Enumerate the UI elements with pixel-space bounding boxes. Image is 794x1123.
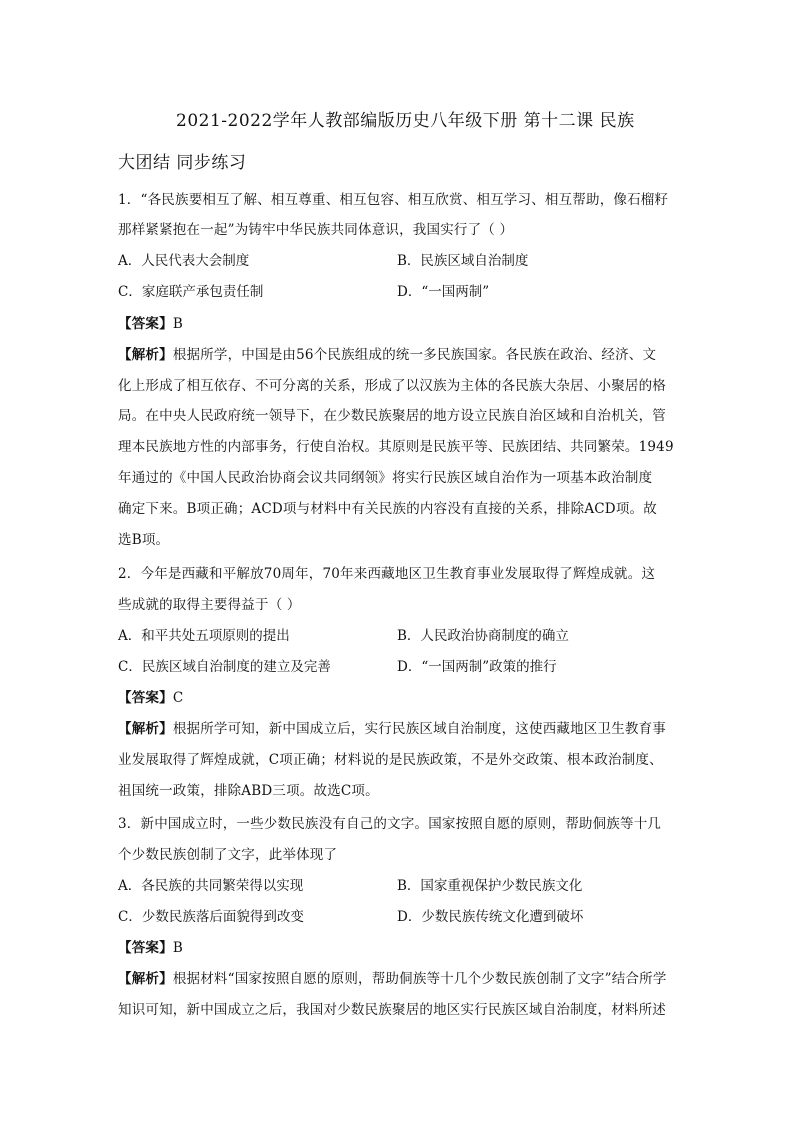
- analysis-text: 根据所学可知，新中国成立后，实行民族区域自治制度，这使西藏地区卫生教育事: [172, 721, 667, 737]
- question-1-option-a: A．人民代表大会制度: [118, 253, 250, 269]
- question-3-option-c: C．少数民族落后面貌得到改变: [118, 909, 304, 925]
- question-1-analysis-line3: 局。在中央人民政府统一领导下，在少数民族聚居的地方设立民族自治区域和自治机关，管: [118, 408, 666, 424]
- document-title-line1: 2021-2022学年人教部编版历史八年级下册 第十二课 民族: [176, 111, 635, 131]
- question-2-stem-line1: 2．今年是西藏和平解放70周年，70年来西藏地区卫生教育事业发展取得了辉煌成就。这: [118, 566, 656, 582]
- question-3-analysis-line2: 知识可知，新中国成立之后，我国对少数民族聚居的地区实行民族区域自治制度，材料所述: [118, 1002, 666, 1018]
- question-1-option-c: C．家庭联产承包责任制: [118, 284, 264, 300]
- answer-label: 【答案】: [118, 940, 173, 956]
- question-1-option-d: D．“一国两制”: [397, 284, 490, 300]
- question-3-stem-line1: 3．新中国成立时，一些少数民族没有自己的文字。国家按照自愿的原则，帮助侗族等十几: [118, 816, 662, 832]
- question-2-option-b: B．人民政治协商制度的确立: [397, 628, 569, 644]
- question-1-option-b: B．民族区域自治制度: [397, 253, 529, 269]
- question-2-stem-line2: 些成就的取得主要得益于（ ）: [118, 597, 301, 613]
- question-1-stem-line1: 1．“各民族要相互了解、相互尊重、相互包容、相互欣赏、相互学习、相互帮助，像石榴籽: [118, 192, 669, 208]
- answer-value: B: [172, 316, 183, 332]
- question-2-option-d: D．“一国两制”政策的推行: [397, 659, 557, 675]
- document-title-line2: 大团结 同步练习: [118, 153, 247, 173]
- answer-label: 【答案】: [118, 316, 173, 332]
- question-2-analysis-line3: 祖国统一政策，排除ABD三项。故选C项。: [118, 783, 379, 799]
- answer-value: B: [172, 940, 183, 956]
- analysis-text: 根据材料“国家按照自愿的原则，帮助侗族等十几个少数民族创制了文字”结合所学: [172, 971, 667, 987]
- question-1-analysis-line1: [118, 343, 656, 363]
- question-1-analysis-line6: 确定下来。B项正确；ACD项与材料中有关民族的内容没有直接的关系，排除ACD项。故: [118, 501, 657, 517]
- question-1-stem-line2: 那样紧紧抱在一起”为铸牢中华民族共同体意识，我国实行了（ ）: [118, 222, 514, 238]
- question-2-analysis-line1: [118, 717, 666, 737]
- question-3-stem-line2: 个少数民族创制了文字，此举体现了: [118, 847, 338, 863]
- question-2-answer: [118, 686, 183, 706]
- question-3-answer: [118, 936, 183, 956]
- analysis-label: 【解析】: [118, 347, 173, 363]
- question-3-option-b: B．国家重视保护少数民族文化: [397, 878, 583, 894]
- answer-label: 【答案】: [118, 690, 173, 706]
- question-1-analysis-line2: 化上形成了相互依存、不可分离的关系，形成了以汉族为主体的各民族大杂居、小聚居的格: [118, 378, 666, 394]
- question-3-analysis-line1: [118, 967, 667, 987]
- question-2-option-a: A．和平共处五项原则的提出: [118, 628, 290, 644]
- answer-value: C: [172, 690, 184, 706]
- question-3-option-d: D．少数民族传统文化遭到破坏: [397, 909, 584, 925]
- question-3-option-a: A．各民族的共同繁荣得以实现: [118, 878, 304, 894]
- question-2-analysis-line2: 业发展取得了辉煌成就，C项正确；材料说的是民族政策，不是外交政策、根本政治制度、: [118, 752, 663, 768]
- question-1-analysis-line5: 年通过的《中国人民政治协商会议共同纲领》将实行民族区域自治作为一项基本政治制度: [118, 470, 653, 486]
- question-1-analysis-line7: 选B项。: [118, 532, 170, 548]
- analysis-label: 【解析】: [118, 721, 173, 737]
- question-2-option-c: C．民族区域自治制度的建立及完善: [118, 659, 331, 675]
- analysis-text: 根据所学，中国是由56个民族组成的统一多民族国家。各民族在政治、经济、文: [172, 347, 657, 363]
- question-1-analysis-line4: 理本民族地方性的内部事务，行使自治权。其原则是民族平等、民族团结、共同繁荣。1949: [118, 439, 674, 455]
- question-1-answer: [118, 312, 183, 332]
- analysis-label: 【解析】: [118, 971, 173, 987]
